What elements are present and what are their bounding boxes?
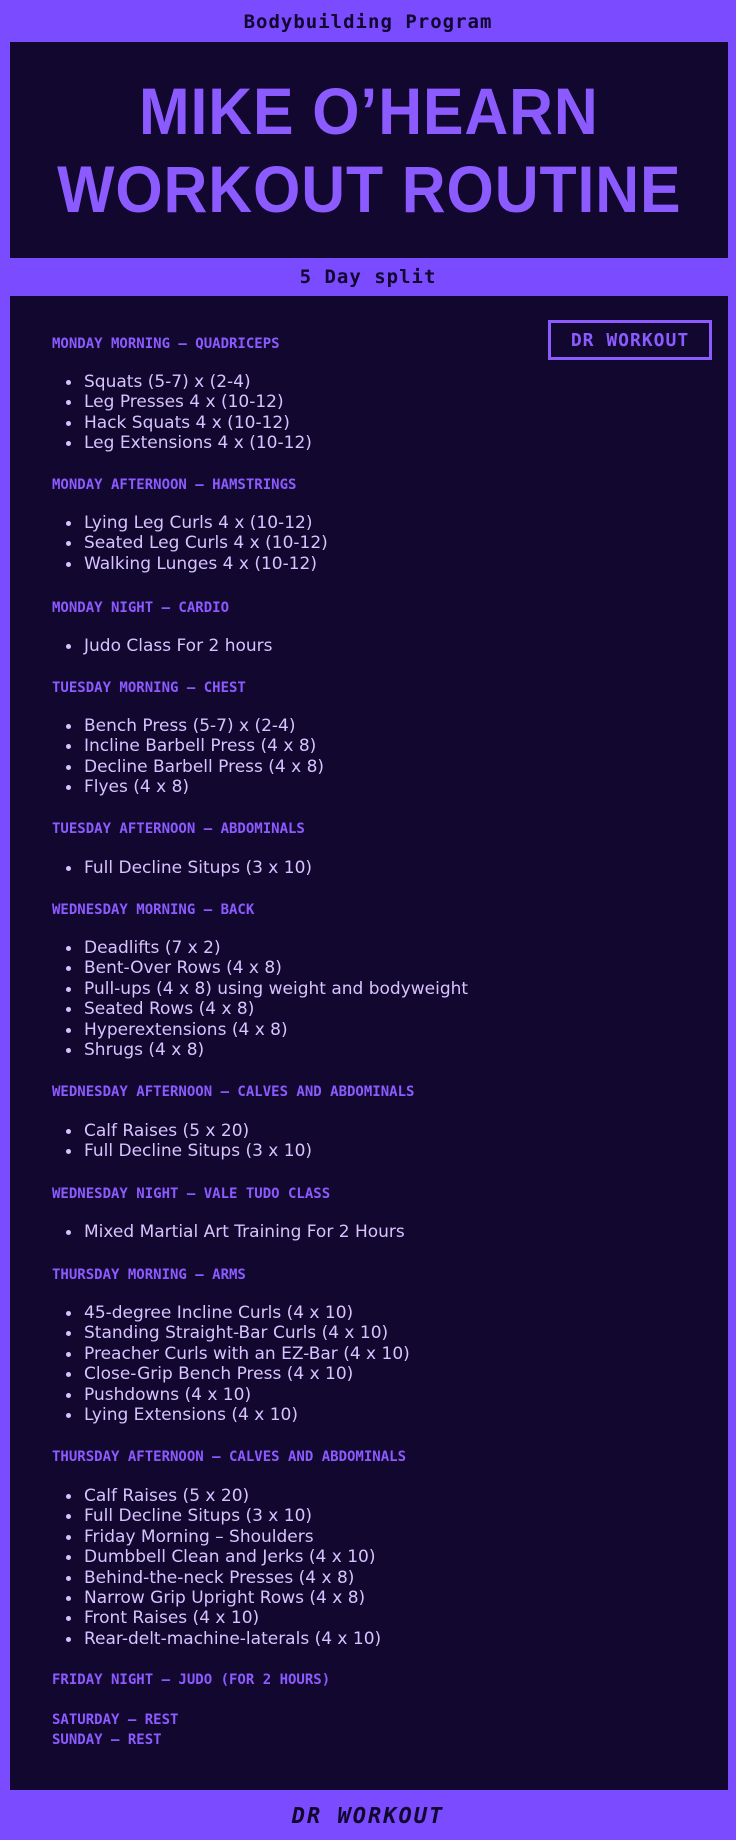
section-heading: THURSDAY AFTERNOON – CALVES AND ABDOMINALS <box>52 1449 407 1465</box>
title-banner <box>10 42 728 258</box>
list-item: Mixed Martial Art Training For 2 Hours <box>52 1222 405 1242</box>
list-item: Lying Leg Curls 4 x (10-12) <box>52 513 328 533</box>
list-item: Standing Straight-Bar Curls (4 x 10) <box>52 1323 410 1343</box>
list-item: Calf Raises (5 x 20) <box>52 1486 381 1506</box>
list-item: Full Decline Situps (3 x 10) <box>52 858 312 878</box>
list-item: Full Decline Situps (3 x 10) <box>52 1506 381 1526</box>
list-item: Incline Barbell Press (4 x 8) <box>52 736 324 756</box>
list-item: Preacher Curls with an EZ-Bar (4 x 10) <box>52 1344 410 1364</box>
brand-badge: DR WORKOUT <box>548 320 712 360</box>
section-heading: WEDNESDAY AFTERNOON – CALVES AND ABDOMINALS <box>52 1084 415 1100</box>
section-heading: WEDNESDAY MORNING – BACK <box>52 902 255 918</box>
section-heading: WEDNESDAY NIGHT – VALE TUDO CLASS <box>52 1186 331 1202</box>
list-item: Lying Extensions (4 x 10) <box>52 1405 410 1425</box>
section-heading: SUNDAY – REST <box>52 1732 162 1748</box>
exercise-list <box>52 636 273 656</box>
list-item: Hyperextensions (4 x 8) <box>52 1020 468 1040</box>
section-heading: FRIDAY NIGHT – JUDO (FOR 2 HOURS) <box>52 1672 331 1688</box>
list-item: 45-degree Incline Curls (4 x 10) <box>52 1303 410 1323</box>
list-item: Leg Presses 4 x (10-12) <box>52 392 312 412</box>
program-label: Bodybuilding Program <box>243 11 493 33</box>
section-heading: MONDAY NIGHT – CARDIO <box>52 600 230 616</box>
exercise-list <box>52 372 312 454</box>
exercise-list <box>52 513 328 574</box>
section-heading: SATURDAY – REST <box>52 1712 179 1728</box>
list-item: Dumbbell Clean and Jerks (4 x 10) <box>52 1547 381 1567</box>
section-heading: TUESDAY AFTERNOON – ABDOMINALS <box>52 821 305 837</box>
section-heading: MONDAY MORNING – QUADRICEPS <box>52 336 280 352</box>
list-item: Calf Raises (5 x 20) <box>52 1121 312 1141</box>
list-item: Deadlifts (7 x 2) <box>52 938 468 958</box>
title-line-2: WORKOUT ROUTINE <box>56 152 682 226</box>
list-item: Hack Squats 4 x (10-12) <box>52 413 312 433</box>
list-item: Bent-Over Rows (4 x 8) <box>52 958 468 978</box>
list-item: Friday Morning – Shoulders <box>52 1527 381 1547</box>
exercise-list <box>52 1222 405 1242</box>
list-item: Full Decline Situps (3 x 10) <box>52 1141 312 1161</box>
list-item: Leg Extensions 4 x (10-12) <box>52 433 312 453</box>
exercise-list <box>52 938 468 1060</box>
exercise-list <box>52 716 324 798</box>
exercise-list <box>52 858 312 878</box>
list-item: Shrugs (4 x 8) <box>52 1040 468 1060</box>
list-item: Flyes (4 x 8) <box>52 777 324 797</box>
list-item: Walking Lunges 4 x (10-12) <box>52 554 328 574</box>
list-item: Seated Leg Curls 4 x (10-12) <box>52 533 328 553</box>
footer-brand: DR WORKOUT <box>291 1803 445 1829</box>
list-item: Squats (5-7) x (2-4) <box>52 372 312 392</box>
list-item: Decline Barbell Press (4 x 8) <box>52 757 324 777</box>
section-heading: THURSDAY MORNING – ARMS <box>52 1267 246 1283</box>
title-line-1: MIKE O’HEARN <box>139 74 599 148</box>
split-label: 5 Day split <box>299 266 437 288</box>
section-heading: MONDAY AFTERNOON – HAMSTRINGS <box>52 477 297 493</box>
list-item: Pushdowns (4 x 10) <box>52 1385 410 1405</box>
list-item: Front Raises (4 x 10) <box>52 1608 381 1628</box>
list-item: Behind-the-neck Presses (4 x 8) <box>52 1568 381 1588</box>
exercise-list <box>52 1486 381 1649</box>
exercise-list <box>52 1303 410 1425</box>
list-item: Rear-delt-machine-laterals (4 x 10) <box>52 1629 381 1649</box>
list-item: Narrow Grip Upright Rows (4 x 8) <box>52 1588 381 1608</box>
section-heading: TUESDAY MORNING – CHEST <box>52 680 246 696</box>
exercise-list <box>52 1121 312 1162</box>
list-item: Close-Grip Bench Press (4 x 10) <box>52 1364 410 1384</box>
list-item: Seated Rows (4 x 8) <box>52 999 468 1019</box>
list-item: Pull-ups (4 x 8) using weight and bodyweight <box>52 979 468 999</box>
list-item: Bench Press (5-7) x (2-4) <box>52 716 324 736</box>
list-item: Judo Class For 2 hours <box>52 636 273 656</box>
